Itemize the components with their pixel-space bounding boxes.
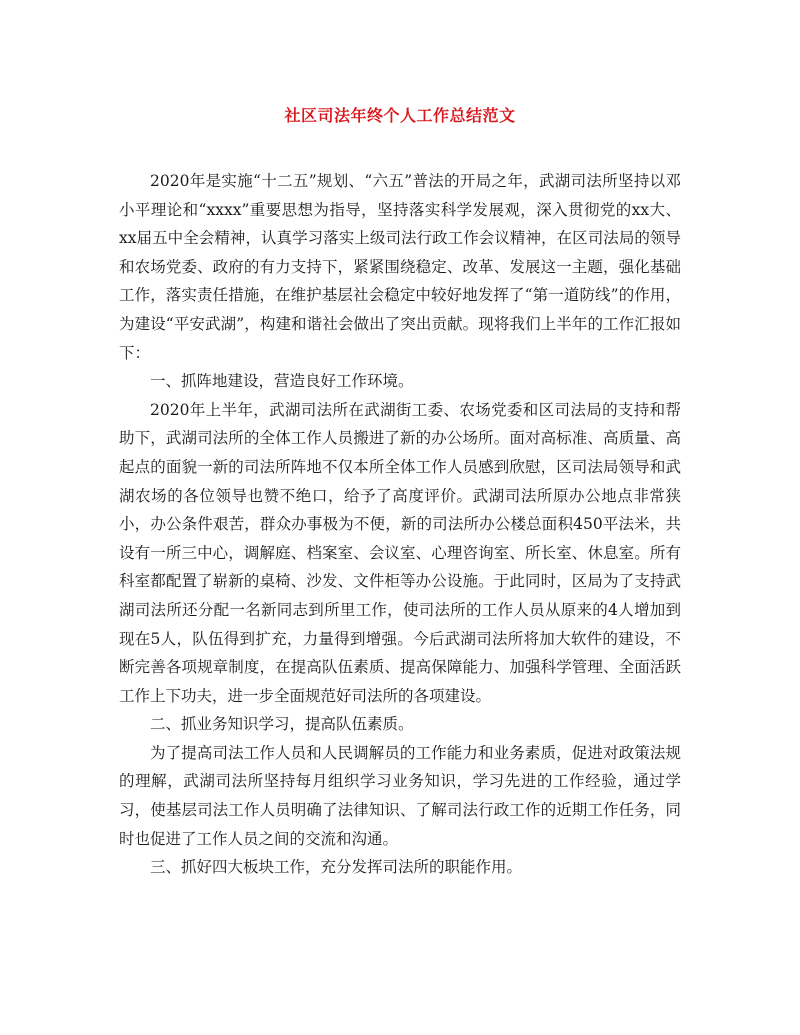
paragraph-intro: 2020年是实施“十二五”规划、“六五”普法的开局之年，武湖司法所坚持以邓小平理论和“xxxx”重要思想为指导，坚持落实科学发展观，深入贯彻党的xx大、xx届五中全会精神，认真学习落实上级司法行政工作会议精神，在区司法局的领导和农场党委、政府的有力支持下，紧紧围绕稳定、改革、发展这一主题，强化基础工作，落实责任措施，在维护基层社会稳定中较好地发挥了“第一道防线”的作用，为建设“平安武湖”，构建和谐社会做出了突出贡献。现将我们上半年的工作汇报如下： [119, 172, 681, 362]
section-heading-3: 三、抓好四大板块工作，充分发挥司法所的职能作用。 [150, 858, 523, 877]
document-body [119, 167, 681, 882]
paragraph-section-2: 为了提高司法工作人员和人民调解员的工作能力和业务素质，促进对政策法规的理解，武湖司法所坚持每月组织学习业务知识，学习先进的工作经验，通过学习，使基层司法工作人员明确了法律知识、了解司法行政工作的近期工作任务，同时也促进了工作人员之间的交流和沟通。 [119, 743, 681, 848]
document-title: 社区司法年终个人工作总结范文 [284, 106, 516, 125]
paragraph-section-1: 2020年上半年，武湖司法所在武湖街工委、农场党委和区司法局的支持和帮助下，武湖司法所的全体工作人员搬进了新的办公场所。面对高标准、高质量、高起点的面貌一新的司法所阵地不仅本所全体工作人员感到欣慰，区司法局领导和武湖农场的各位领导也赞不绝口，给予了高度评价。武湖司法所原办公地点非常狭小，办公条件艰苦，群众办事极为不便，新的司法所办公楼总面积450平法米，共设有一所三中心，调解庭、档案室、会议室、心理咨询室、所长室、休息室。所有科室都配置了崭新的桌椅、沙发、文件柜等办公设施。于此同时，区局为了支持武湖司法所还分配一名新同志到所里工作，使司法所的工作人员从原来的4人增加到现在5人，队伍得到扩充，力量得到增强。今后武湖司法所将加大软件的建设，不断完善各项规章制度，在提高队伍素质、提高保障能力、加强科学管理、全面活跃工作上下功夫，进一步全面规范好司法所的各项建设。 [119, 400, 681, 705]
section-heading-1: 一、抓阵地建设，营造良好工作环境。 [150, 372, 414, 391]
section-heading-2: 二、抓业务知识学习，提高队伍素质。 [150, 715, 414, 734]
